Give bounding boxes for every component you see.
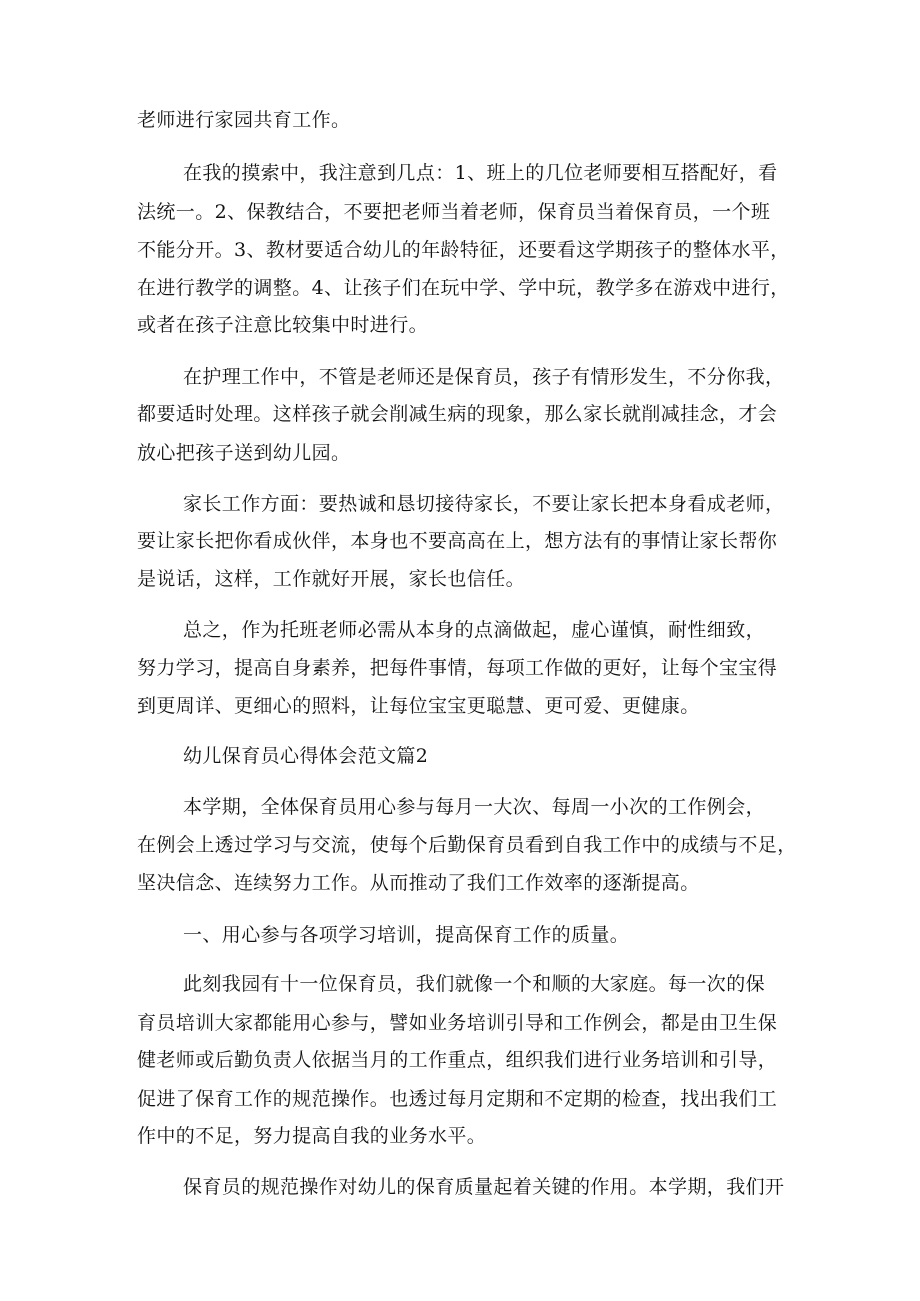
text-line: 在进行教学的调整。4、让孩子们在玩中学、学中玩，教学多在游戏中进行， bbox=[137, 277, 790, 299]
text-line: 法统一。2、保教结合，不要把老师当着老师，保育员当着保育员，一个班 bbox=[137, 201, 771, 223]
paragraph-first-line: 本学期，全体保育员用心参与每月一大次、每周一小次的工作例会， bbox=[183, 796, 766, 818]
text-line: 促进了保育工作的规范操作。也透过每月定期和不定期的检查，找出我们工 bbox=[137, 1088, 778, 1110]
paragraph-first-line: 总之，作为托班老师必需从本身的点滴做起，虚心谨慎，耐性细致， bbox=[183, 619, 766, 641]
text-line: 坚决信念、连续努力工作。从而推动了我们工作效率的逐渐提高。 bbox=[137, 872, 700, 894]
text-line: 育员培训大家都能用心参与，譬如业务培训引导和工作例会，都是由卫生保 bbox=[137, 1012, 778, 1034]
text-line: 到更周详、更细心的照料，让每位宝宝更聪慧、更可爱、更健康。 bbox=[137, 695, 700, 717]
text-line: 老师进行家园共育工作。 bbox=[137, 109, 351, 131]
text-line: 努力学习，提高自身素养，把每件事情，每项工作做的更好，让每个宝宝得 bbox=[137, 657, 778, 679]
paragraph-first-line: 保育员的规范操作对幼儿的保育质量起着关键的作用。本学期，我们开 bbox=[183, 1176, 785, 1198]
text-line: 放心把孩子送到幼儿园。 bbox=[137, 442, 351, 464]
paragraph-first-line: 家长工作方面：要热诚和恳切接待家长，不要让家长把本身看成老师， bbox=[183, 493, 785, 515]
text-line: 健老师或后勤负责人依据当月的工作重点，组织我们进行业务培训和引导， bbox=[137, 1049, 778, 1071]
text-line: 作中的不足，努力提高自我的业务水平。 bbox=[137, 1125, 487, 1147]
paragraph-first-line: 在我的摸索中，我注意到几点：1、班上的几位老师要相互搭配好，看 bbox=[183, 162, 778, 184]
text-line: 或者在孩子注意比较集中时进行。 bbox=[137, 314, 429, 336]
text-line: 不能分开。3、教材要适合幼儿的年龄特征，还要看这学期孩子的整体水平， bbox=[137, 239, 790, 261]
paragraph-first-line: 此刻我园有十一位保育员，我们就像一个和顺的大家庭。每一次的保 bbox=[183, 973, 766, 995]
subsection-heading: 一、用心参与各项学习培训，提高保育工作的质量。 bbox=[183, 924, 630, 946]
paragraph-first-line: 在护理工作中，不管是老师还是保育员，孩子有情形发生，不分你我， bbox=[183, 366, 785, 388]
text-line: 在例会上透过学习与交流，使每个后勤保育员看到自我工作中的成绩与不足， bbox=[137, 834, 797, 856]
section-heading: 幼儿保育员心得体会范文篇2 bbox=[183, 745, 429, 767]
text-line: 都要适时处理。这样孩子就会削减生病的现象，那么家长就削减挂念，才会 bbox=[137, 403, 778, 425]
text-line: 要让家长把你看成伙伴，本身也不要高高在上，想方法有的事情让家长帮你 bbox=[137, 530, 778, 552]
text-line: 是说话，这样，工作就好开展，家长也信任。 bbox=[137, 568, 526, 590]
